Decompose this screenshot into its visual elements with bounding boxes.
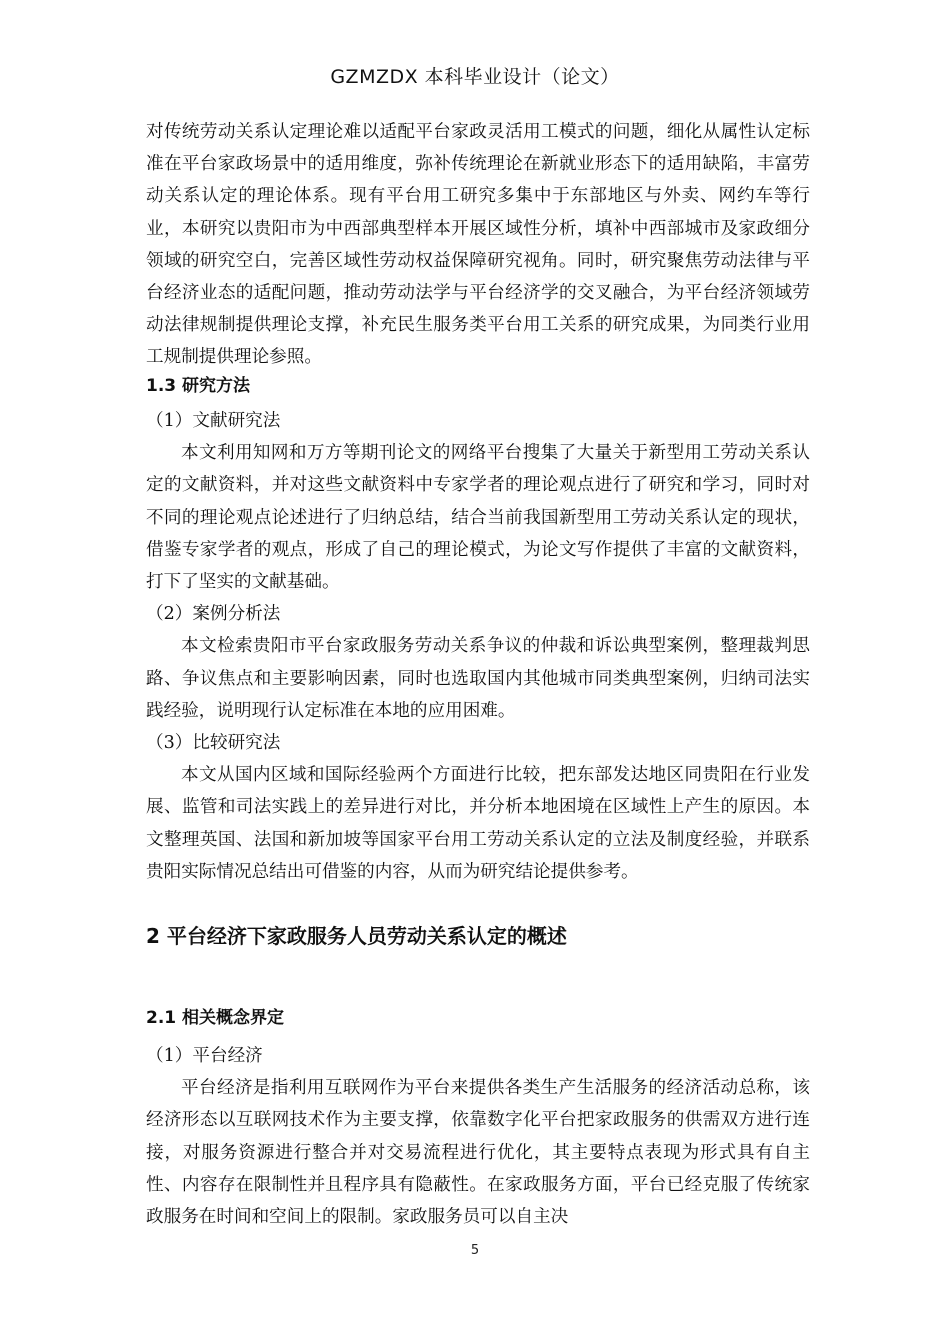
section-1-3-heading: 1.3 研究方法 (146, 376, 251, 396)
concept-1-label: （1）平台经济 (146, 1046, 263, 1066)
page-header: GZMZDX 本科毕业设计（论文） (330, 66, 620, 88)
method-2-text: 本文检索贵阳市平台家政服务劳动关系争议的仲裁和诉讼典型案例，整理裁判思路、争议焦点和主要影响因素，同时也选取国内其他城市同类典型案例，归纳司法实践经验，说明现行认定标准在本地的应用困难。 (146, 636, 810, 721)
intro-paragraph: 对传统劳动关系认定理论难以适配平台家政灵活用工模式的问题，细化从属性认定标准在平台家政场景中的适用维度，弥补传统理论在新就业形态下的适用缺陷，丰富劳动关系认定的理论体系。现有平台用工研究多集中于东部地区与外卖、网约车等行业，本研究以贵阳市为中西部典型样本开展区域性分析，填补中西部城市及家政细分领域的研究空白，完善区域性劳动权益保障研究视角。同时，研究聚焦劳动法律与平台经济业态的适配问题，推动劳动法学与平台经济学的交叉融合，为平台经济领域劳动法律规制提供理论支撑，补充民生服务类平台用工关系的研究成果，为同类行业用工规制提供理论参照。 (146, 122, 810, 368)
page-number: 5 (470, 1243, 480, 1258)
method-2-label: （2）案例分析法 (146, 604, 281, 625)
chapter-2-heading: 2 平台经济下家政服务人员劳动关系认定的概述 (146, 924, 567, 948)
method-3-label: （3）比较研究法 (146, 733, 281, 754)
section-2-1-heading: 2.1 相关概念界定 (146, 1008, 285, 1028)
method-3-text: 本文从国内区域和国际经验两个方面进行比较，把东部发达地区同贵阳在行业发展、监管和司法实践上的差异进行对比，并分析本地困境在区域性上产生的原因。本文整理英国、法国和新加坡等国家平台用工劳动关系认定的立法及制度经验，并联系贵阳实际情况总结出可借鉴的内容，从而为研究结论提供参考。 (146, 765, 810, 882)
section-2-1-body (146, 1040, 810, 1233)
method-1-label: （1）文献研究法 (146, 411, 281, 431)
intro-body (146, 116, 810, 374)
methods-body (146, 405, 810, 888)
method-1-text: 本文利用知网和万方等期刊论文的网络平台搜集了大量关于新型用工劳动关系认定的文献资料，并对这些文献资料中专家学者的理论观点进行了研究和学习，同时对不同的理论观点论述进行了归纳总结，结合当前我国新型用工劳动关系认定的现状，借鉴专家学者的观点，形成了自己的理论模式，为论文写作提供了丰富的文献资料，打下了坚实的文献基础。 (146, 443, 810, 593)
concept-1-text: 平台经济是指利用互联网作为平台来提供各类生产生活服务的经济活动总称，该经济形态以互联网技术作为主要支撑，依靠数字化平台把家政服务的供需双方进行连接，对服务资源进行整合并对交易流程进行优化，其主要特点表现为形式具有自主性、内容存在限制性并且程序具有隐蔽性。在家政服务方面，平台已经克服了传统家政服务在时间和空间上的限制。家政服务员可以自主决 (146, 1078, 810, 1228)
